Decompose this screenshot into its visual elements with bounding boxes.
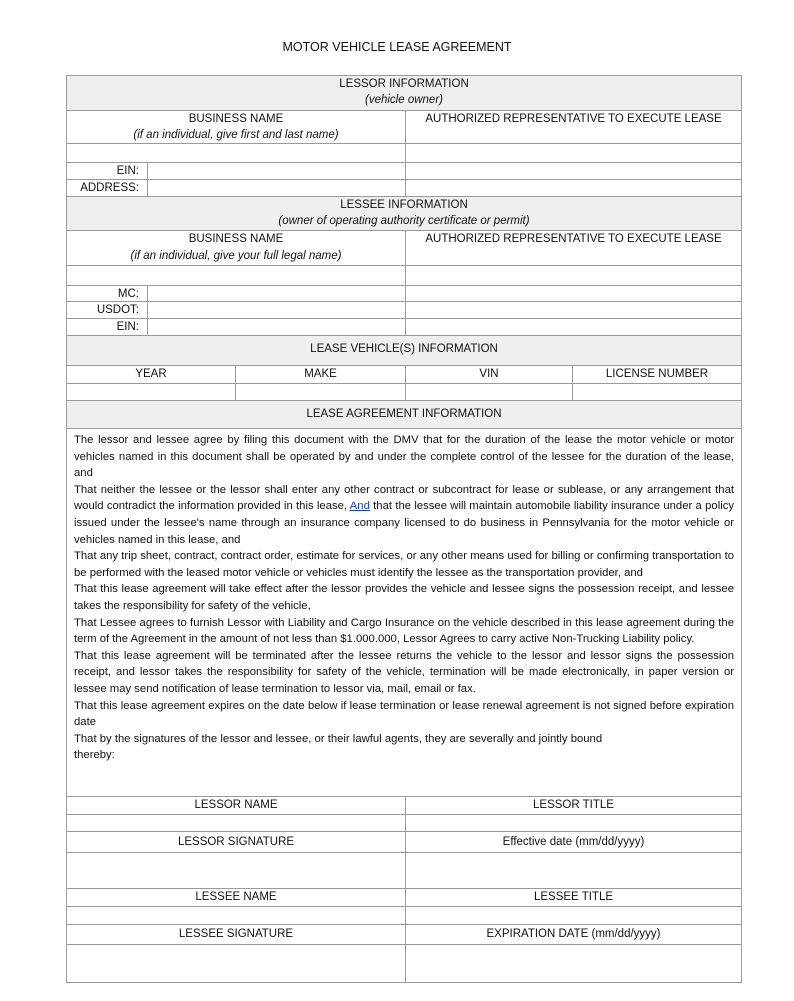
lessor-name-label: LESSOR NAME (66, 796, 406, 815)
vehicle-col-license: LICENSE NUMBER (572, 365, 742, 384)
lessor-name-field[interactable] (66, 814, 406, 832)
vehicle-year-field[interactable] (66, 383, 236, 401)
lessee-name-field[interactable] (66, 906, 406, 925)
lessor-rep-field[interactable] (405, 143, 742, 163)
lessor-business-name-label (66, 110, 406, 144)
lessor-ein-field[interactable] (147, 162, 406, 180)
clause: That this lease agreement will take effect after the lessor provides the vehicle and lessee signs the possession receipt, and lessee takes the responsibility for safety of the vehicle, (74, 583, 734, 612)
lessor-header (66, 75, 742, 111)
clause: That by the signatures of the lessor and lessee, or their lawful agents, they are severally and jointly bound thereby: (74, 732, 603, 762)
effective-date-label: Effective date (mm/dd/yyyy) (405, 831, 742, 853)
lessee-name-label: LESSEE NAME (66, 888, 406, 907)
lessor-address-label: ADDRESS: (66, 179, 148, 197)
clause-and: And (349, 500, 370, 513)
lessor-header-sub: (vehicle owner) (365, 94, 443, 106)
vehicle-header-title: LEASE VEHICLE(S) INFORMATION (310, 343, 498, 355)
vehicle-col-year: YEAR (66, 365, 236, 384)
lessee-rep-field-2[interactable] (405, 285, 742, 302)
lessor-rep-field-2[interactable] (405, 162, 742, 180)
vehicle-col-make: MAKE (235, 365, 406, 384)
lessee-rep-field[interactable] (405, 265, 742, 286)
vehicle-license-field[interactable] (572, 383, 742, 401)
note: (if an individual, give your full legal name) (130, 250, 342, 262)
vehicle-vin-field[interactable] (405, 383, 573, 401)
lessee-mc-field[interactable] (147, 285, 406, 302)
effective-date-field[interactable] (405, 852, 742, 889)
agreement-header-title: LEASE AGREEMENT INFORMATION (306, 408, 502, 420)
note: (if an individual, give first and last name) (133, 129, 339, 141)
agreement-header (66, 400, 742, 429)
clause: That this lease agreement will be terminated after the lessee returns the vehicle to the lessor and lessor signs the possession receipt, and lessor takes the responsibility for safety of the vehicle, termination will be made electronically, in paper version or lessee may send notification of lease termination to lessor via, mail, email or fax. (74, 649, 734, 695)
lessee-ein-field[interactable] (147, 318, 406, 336)
vehicle-make-field[interactable] (235, 383, 406, 401)
lessee-usdot-label: USDOT: (66, 301, 148, 319)
lessee-header-sub: (owner of operating authority certificate or permit) (278, 215, 530, 227)
lessee-usdot-field[interactable] (147, 301, 406, 319)
vehicle-header (66, 335, 742, 366)
lessor-signature-field[interactable] (66, 852, 406, 889)
clause-text: that the lessee will maintain automobile liability insurance under a policy issued under the lessee's name through an insurance company licensed to do business in Pennsylvania for the motor vehicle or vehicles named in this lease, and (74, 500, 735, 546)
clause-text: That neither the lessee or the lessor shall enter any other contract or subcontract for lease or sublease, or any arrangement that would contradict the information provided in this lease, (74, 483, 734, 513)
lessor-rep-field-3[interactable] (405, 179, 742, 197)
lessor-business-name-field[interactable] (66, 143, 406, 163)
lessee-ein-label: EIN: (66, 318, 148, 336)
lessor-header-title: LESSOR INFORMATION (339, 78, 469, 90)
lessee-header (66, 196, 742, 231)
expiration-date-field[interactable] (405, 944, 742, 983)
lessee-rep-field-3[interactable] (405, 301, 742, 319)
lessee-business-name-field[interactable] (66, 265, 406, 286)
document-title: MOTOR VEHICLE LEASE AGREEMENT (282, 40, 512, 54)
label: AUTHORIZED REPRESENTATIVE TO EXECUTE LEASE (425, 113, 722, 125)
clause: That any trip sheet, contract, contract order, estimate for services, or any other means used for billing or confirming transportation to be performed with the leased motor vehicle or vehicles must identify the lessee as the transportation provider, and (74, 550, 734, 579)
lessor-signature-label: LESSOR SIGNATURE (66, 831, 406, 853)
lessee-title-field[interactable] (405, 906, 742, 925)
lessor-title-field[interactable] (405, 814, 742, 832)
lessee-header-title: LESSEE INFORMATION (340, 199, 468, 211)
lessee-rep-field-4[interactable] (405, 318, 742, 336)
lessor-title-label: LESSOR TITLE (405, 796, 742, 815)
lessor-ein-label: EIN: (66, 162, 148, 180)
lessee-rep-label (405, 230, 742, 266)
clause: The lessor and lessee agree by filing this document with the DMV that for the duration of the lease the motor vehicle or motor vehicles named in this document shall be operated by and under the complete control of the lessee for the duration of the lease, and (74, 434, 734, 480)
label: BUSINESS NAME (188, 113, 284, 125)
vehicle-col-vin: VIN (405, 365, 573, 384)
lessor-address-field[interactable] (147, 179, 406, 197)
lessee-signature-label: LESSEE SIGNATURE (66, 924, 406, 945)
clause: That Lessee agrees to furnish Lessor with Liability and Cargo Insurance on the vehicle described in this lease agreement during the term of the Agreement in the amount of not less than $1.000.000, Lessor Agrees to carry active Non-Trucking Liability policy. (74, 616, 734, 646)
lessee-signature-field[interactable] (66, 944, 406, 983)
expiration-date-label: EXPIRATION DATE (mm/dd/yyyy) (405, 924, 742, 945)
clause: That this lease agreement expires on the date below if lease termination or lease renewal agreement is not signed before expiration date (74, 699, 734, 729)
lessee-business-name-label (66, 230, 406, 266)
lessor-rep-label (405, 110, 742, 144)
lessee-mc-label: MC: (66, 285, 148, 302)
clause (74, 482, 734, 548)
lessee-title-label: LESSEE TITLE (405, 888, 742, 907)
label: BUSINESS NAME (188, 233, 284, 245)
agreement-text (66, 428, 742, 797)
label: AUTHORIZED REPRESENTATIVE TO EXECUTE LEASE (425, 233, 722, 245)
